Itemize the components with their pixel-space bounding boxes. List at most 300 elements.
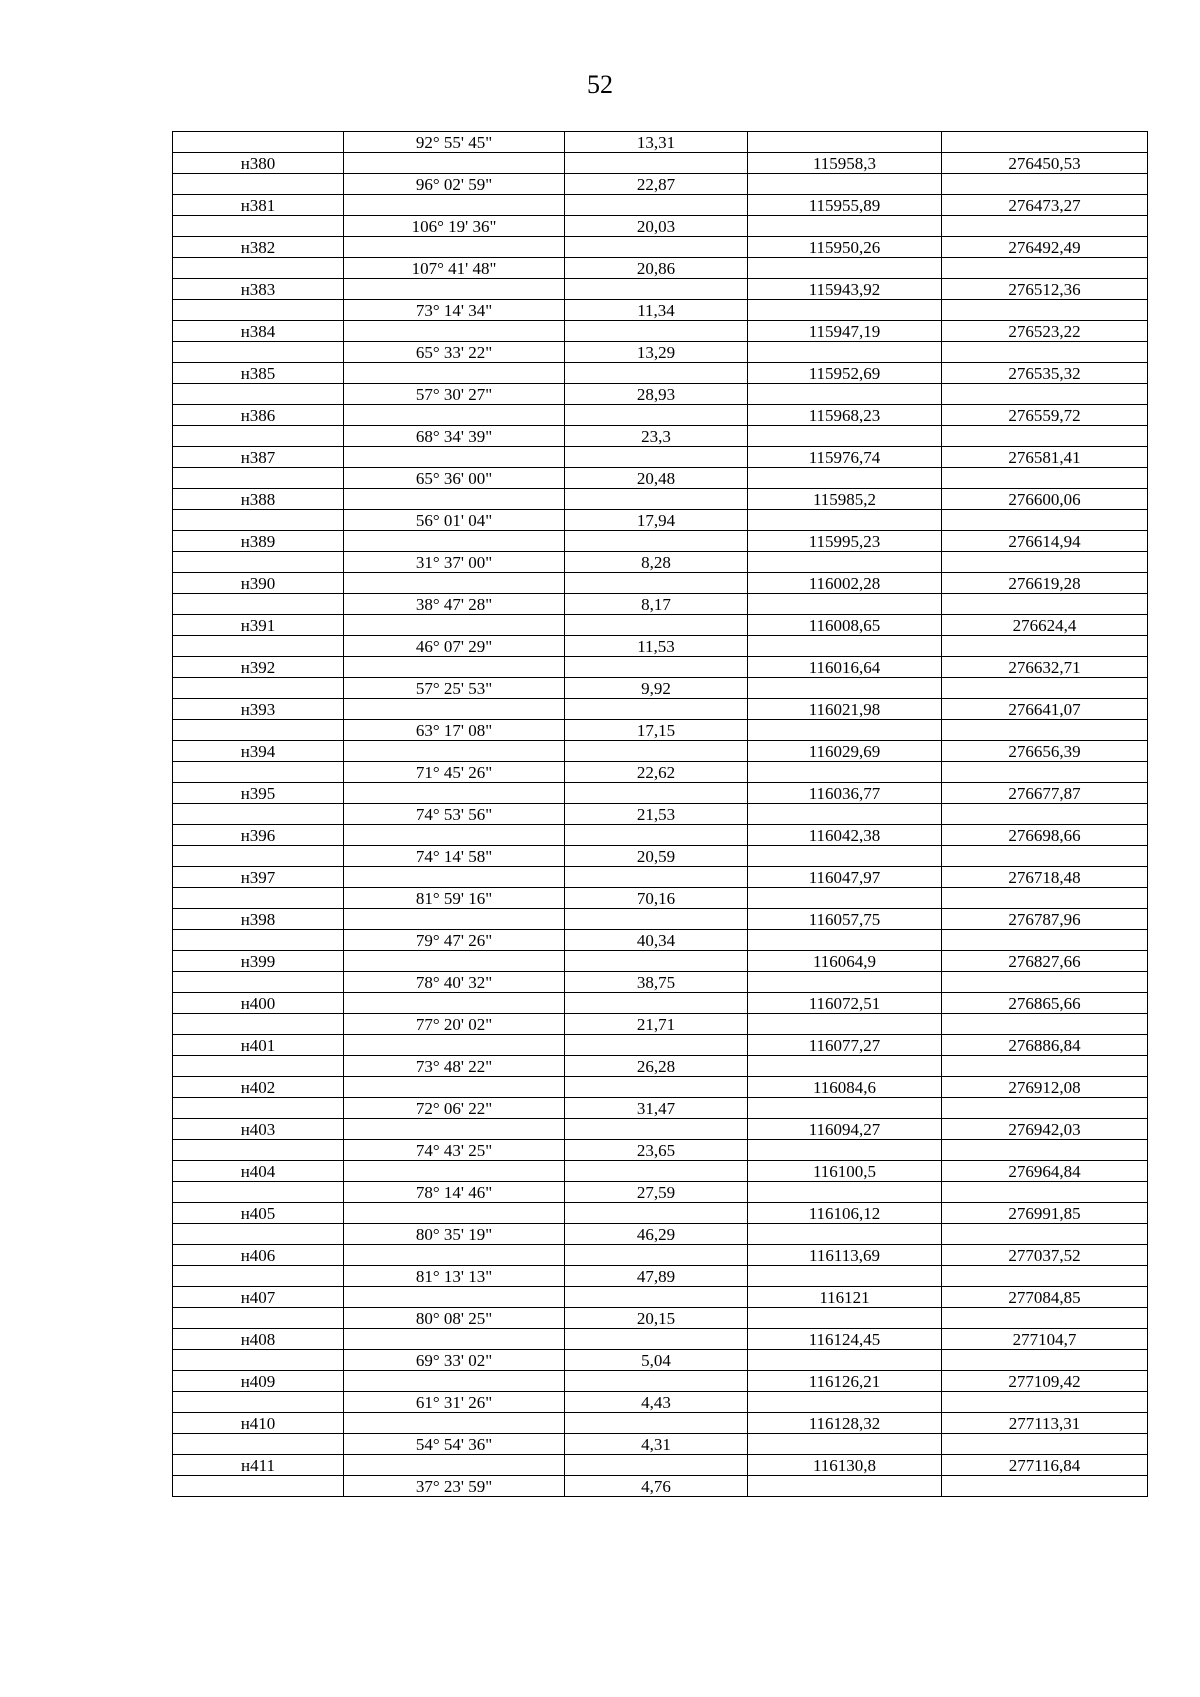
cell-distance: 11,53 (565, 636, 748, 657)
cell-distance (565, 951, 748, 972)
cell-direction-angle (344, 531, 565, 552)
cell-point-name: н385 (173, 363, 344, 384)
cell-y-coordinate: 276535,32 (942, 363, 1148, 384)
cell-x-coordinate (748, 468, 942, 489)
table-row (173, 1056, 1148, 1077)
cell-direction-angle: 37° 23' 59" (344, 1476, 565, 1497)
cell-direction-angle (344, 867, 565, 888)
table-row (173, 1287, 1148, 1308)
cell-point-name (173, 300, 344, 321)
cell-distance (565, 321, 748, 342)
table-row (173, 468, 1148, 489)
cell-x-coordinate: 116113,69 (748, 1245, 942, 1266)
cell-x-coordinate (748, 174, 942, 195)
table-row (173, 1014, 1148, 1035)
cell-x-coordinate (748, 720, 942, 741)
cell-point-name (173, 678, 344, 699)
cell-x-coordinate: 116057,75 (748, 909, 942, 930)
cell-distance: 8,17 (565, 594, 748, 615)
cell-point-name (173, 888, 344, 909)
cell-x-coordinate (748, 1434, 942, 1455)
table-row (173, 447, 1148, 468)
cell-y-coordinate (942, 720, 1148, 741)
cell-distance (565, 825, 748, 846)
cell-x-coordinate: 116021,98 (748, 699, 942, 720)
cell-x-coordinate: 115947,19 (748, 321, 942, 342)
cell-x-coordinate (748, 1308, 942, 1329)
cell-distance: 17,15 (565, 720, 748, 741)
cell-distance (565, 1371, 748, 1392)
cell-distance (565, 279, 748, 300)
cell-y-coordinate: 276624,4 (942, 615, 1148, 636)
cell-point-name (173, 1182, 344, 1203)
cell-distance (565, 783, 748, 804)
cell-x-coordinate (748, 132, 942, 153)
cell-x-coordinate (748, 930, 942, 951)
cell-direction-angle: 81° 13' 13" (344, 1266, 565, 1287)
cell-direction-angle: 96° 02' 59" (344, 174, 565, 195)
cell-y-coordinate: 276450,53 (942, 153, 1148, 174)
cell-y-coordinate (942, 1392, 1148, 1413)
cell-y-coordinate: 277104,7 (942, 1329, 1148, 1350)
table-row (173, 1308, 1148, 1329)
cell-distance (565, 615, 748, 636)
cell-distance (565, 573, 748, 594)
cell-direction-angle (344, 195, 565, 216)
cell-distance (565, 489, 748, 510)
cell-distance: 46,29 (565, 1224, 748, 1245)
cell-x-coordinate: 115950,26 (748, 237, 942, 258)
table-row (173, 405, 1148, 426)
cell-x-coordinate: 115958,3 (748, 153, 942, 174)
cell-y-coordinate (942, 804, 1148, 825)
cell-direction-angle (344, 1413, 565, 1434)
cell-point-name: н405 (173, 1203, 344, 1224)
cell-x-coordinate (748, 636, 942, 657)
cell-point-name (173, 1266, 344, 1287)
cell-y-coordinate: 276559,72 (942, 405, 1148, 426)
cell-direction-angle (344, 1287, 565, 1308)
cell-direction-angle: 106° 19' 36" (344, 216, 565, 237)
cell-x-coordinate (748, 1476, 942, 1497)
table-row (173, 762, 1148, 783)
cell-direction-angle (344, 1329, 565, 1350)
cell-direction-angle: 57° 25' 53" (344, 678, 565, 699)
cell-point-name: н381 (173, 195, 344, 216)
cell-direction-angle (344, 993, 565, 1014)
cell-y-coordinate (942, 1350, 1148, 1371)
cell-direction-angle (344, 1119, 565, 1140)
cell-distance: 17,94 (565, 510, 748, 531)
cell-x-coordinate: 116016,64 (748, 657, 942, 678)
table-row (173, 888, 1148, 909)
cell-y-coordinate (942, 1266, 1148, 1287)
cell-direction-angle (344, 1245, 565, 1266)
cell-y-coordinate: 276581,41 (942, 447, 1148, 468)
cell-point-name (173, 258, 344, 279)
cell-direction-angle (344, 321, 565, 342)
cell-y-coordinate (942, 1014, 1148, 1035)
cell-x-coordinate (748, 258, 942, 279)
cell-y-coordinate: 277109,42 (942, 1371, 1148, 1392)
cell-x-coordinate: 115995,23 (748, 531, 942, 552)
table-row (173, 993, 1148, 1014)
cell-x-coordinate: 116126,21 (748, 1371, 942, 1392)
cell-y-coordinate: 276912,08 (942, 1077, 1148, 1098)
coordinates-table (172, 131, 1148, 1497)
table-row (173, 783, 1148, 804)
cell-y-coordinate: 276677,87 (942, 783, 1148, 804)
cell-x-coordinate (748, 1182, 942, 1203)
cell-y-coordinate: 276473,27 (942, 195, 1148, 216)
cell-y-coordinate (942, 258, 1148, 279)
cell-x-coordinate (748, 426, 942, 447)
table-row (173, 363, 1148, 384)
cell-point-name (173, 426, 344, 447)
cell-point-name: н394 (173, 741, 344, 762)
cell-direction-angle (344, 1371, 565, 1392)
cell-x-coordinate (748, 342, 942, 363)
cell-distance (565, 531, 748, 552)
table-row (173, 1350, 1148, 1371)
cell-x-coordinate (748, 1266, 942, 1287)
cell-distance: 20,48 (565, 468, 748, 489)
cell-y-coordinate (942, 1476, 1148, 1497)
cell-y-coordinate (942, 216, 1148, 237)
cell-direction-angle (344, 363, 565, 384)
cell-direction-angle: 107° 41' 48" (344, 258, 565, 279)
cell-direction-angle: 74° 53' 56" (344, 804, 565, 825)
cell-distance: 22,62 (565, 762, 748, 783)
table-row (173, 1224, 1148, 1245)
cell-direction-angle (344, 1203, 565, 1224)
cell-distance: 8,28 (565, 552, 748, 573)
cell-point-name (173, 1476, 344, 1497)
cell-x-coordinate: 116124,45 (748, 1329, 942, 1350)
cell-distance (565, 993, 748, 1014)
cell-x-coordinate: 115952,69 (748, 363, 942, 384)
table-row (173, 258, 1148, 279)
cell-x-coordinate (748, 1224, 942, 1245)
cell-x-coordinate: 116077,27 (748, 1035, 942, 1056)
cell-distance: 31,47 (565, 1098, 748, 1119)
table-row (173, 1119, 1148, 1140)
cell-direction-angle: 78° 14' 46" (344, 1182, 565, 1203)
cell-point-name: н399 (173, 951, 344, 972)
cell-x-coordinate: 116106,12 (748, 1203, 942, 1224)
cell-point-name (173, 762, 344, 783)
cell-point-name (173, 384, 344, 405)
cell-y-coordinate: 276886,84 (942, 1035, 1148, 1056)
cell-y-coordinate: 276641,07 (942, 699, 1148, 720)
cell-y-coordinate: 276698,66 (942, 825, 1148, 846)
cell-x-coordinate (748, 384, 942, 405)
cell-point-name (173, 510, 344, 531)
table-row (173, 1203, 1148, 1224)
cell-y-coordinate (942, 930, 1148, 951)
table-row (173, 699, 1148, 720)
cell-x-coordinate: 115955,89 (748, 195, 942, 216)
cell-direction-angle (344, 153, 565, 174)
cell-distance: 22,87 (565, 174, 748, 195)
cell-point-name: н384 (173, 321, 344, 342)
cell-distance (565, 195, 748, 216)
cell-y-coordinate (942, 1182, 1148, 1203)
cell-x-coordinate (748, 216, 942, 237)
table-row (173, 1182, 1148, 1203)
cell-direction-angle: 79° 47' 26" (344, 930, 565, 951)
cell-distance (565, 1455, 748, 1476)
cell-distance (565, 1161, 748, 1182)
cell-distance: 28,93 (565, 384, 748, 405)
cell-y-coordinate: 276718,48 (942, 867, 1148, 888)
table-row (173, 720, 1148, 741)
table-row (173, 300, 1148, 321)
page-number: 52 (587, 70, 613, 99)
cell-y-coordinate: 276865,66 (942, 993, 1148, 1014)
cell-distance: 20,86 (565, 258, 748, 279)
cell-x-coordinate (748, 1350, 942, 1371)
cell-distance: 5,04 (565, 1350, 748, 1371)
cell-point-name: н380 (173, 153, 344, 174)
cell-y-coordinate (942, 846, 1148, 867)
table-row (173, 846, 1148, 867)
table-row (173, 1098, 1148, 1119)
cell-y-coordinate: 276942,03 (942, 1119, 1148, 1140)
cell-point-name: н382 (173, 237, 344, 258)
cell-direction-angle (344, 237, 565, 258)
cell-point-name (173, 1308, 344, 1329)
cell-distance (565, 1077, 748, 1098)
cell-direction-angle: 73° 14' 34" (344, 300, 565, 321)
cell-point-name (173, 1056, 344, 1077)
cell-y-coordinate: 276492,49 (942, 237, 1148, 258)
cell-direction-angle (344, 1035, 565, 1056)
cell-point-name (173, 342, 344, 363)
table-row (173, 1077, 1148, 1098)
cell-point-name: н403 (173, 1119, 344, 1140)
cell-distance (565, 909, 748, 930)
cell-y-coordinate (942, 552, 1148, 573)
cell-distance (565, 1245, 748, 1266)
cell-distance (565, 1413, 748, 1434)
cell-x-coordinate (748, 1056, 942, 1077)
cell-point-name (173, 720, 344, 741)
cell-x-coordinate: 116047,97 (748, 867, 942, 888)
cell-point-name (173, 1014, 344, 1035)
cell-y-coordinate: 277113,31 (942, 1413, 1148, 1434)
table-row (173, 804, 1148, 825)
table-row (173, 1371, 1148, 1392)
table-row (173, 573, 1148, 594)
cell-y-coordinate: 276964,84 (942, 1161, 1148, 1182)
cell-direction-angle (344, 447, 565, 468)
cell-y-coordinate: 276512,36 (942, 279, 1148, 300)
cell-x-coordinate: 116036,77 (748, 783, 942, 804)
cell-direction-angle (344, 1161, 565, 1182)
cell-x-coordinate (748, 1392, 942, 1413)
table-row (173, 153, 1148, 174)
table-row (173, 552, 1148, 573)
cell-point-name (173, 972, 344, 993)
cell-distance: 40,34 (565, 930, 748, 951)
table-row (173, 1434, 1148, 1455)
cell-distance: 9,92 (565, 678, 748, 699)
table-row (173, 909, 1148, 930)
cell-direction-angle (344, 825, 565, 846)
cell-point-name: н410 (173, 1413, 344, 1434)
cell-distance: 13,31 (565, 132, 748, 153)
cell-y-coordinate (942, 300, 1148, 321)
cell-direction-angle (344, 1077, 565, 1098)
cell-x-coordinate: 116121 (748, 1287, 942, 1308)
cell-direction-angle: 71° 45' 26" (344, 762, 565, 783)
cell-x-coordinate: 116100,5 (748, 1161, 942, 1182)
cell-direction-angle: 56° 01' 04" (344, 510, 565, 531)
cell-y-coordinate (942, 426, 1148, 447)
cell-direction-angle (344, 405, 565, 426)
cell-direction-angle (344, 741, 565, 762)
cell-y-coordinate: 277116,84 (942, 1455, 1148, 1476)
cell-distance: 4,31 (565, 1434, 748, 1455)
cell-point-name: н400 (173, 993, 344, 1014)
cell-point-name: н391 (173, 615, 344, 636)
table-row (173, 972, 1148, 993)
cell-direction-angle: 77° 20' 02" (344, 1014, 565, 1035)
table-row (173, 1476, 1148, 1497)
coordinates-table-body (173, 132, 1148, 1497)
cell-distance: 11,34 (565, 300, 748, 321)
cell-y-coordinate: 276827,66 (942, 951, 1148, 972)
cell-y-coordinate: 276614,94 (942, 531, 1148, 552)
cell-direction-angle (344, 699, 565, 720)
cell-distance: 20,03 (565, 216, 748, 237)
cell-direction-angle: 68° 34' 39" (344, 426, 565, 447)
table-row (173, 279, 1148, 300)
cell-point-name: н386 (173, 405, 344, 426)
table-row (173, 678, 1148, 699)
cell-point-name: н392 (173, 657, 344, 678)
cell-x-coordinate (748, 804, 942, 825)
table-row (173, 867, 1148, 888)
table-row (173, 1245, 1148, 1266)
cell-point-name: н406 (173, 1245, 344, 1266)
table-row (173, 1161, 1148, 1182)
cell-distance: 20,15 (565, 1308, 748, 1329)
cell-x-coordinate: 115976,74 (748, 447, 942, 468)
cell-distance (565, 363, 748, 384)
cell-x-coordinate (748, 888, 942, 909)
cell-distance (565, 153, 748, 174)
cell-distance (565, 237, 748, 258)
table-row (173, 636, 1148, 657)
cell-x-coordinate: 115943,92 (748, 279, 942, 300)
table-row (173, 1392, 1148, 1413)
cell-y-coordinate (942, 132, 1148, 153)
table-row (173, 195, 1148, 216)
cell-point-name: н411 (173, 1455, 344, 1476)
table-row (173, 657, 1148, 678)
cell-point-name: н407 (173, 1287, 344, 1308)
cell-y-coordinate: 277084,85 (942, 1287, 1148, 1308)
cell-direction-angle: 92° 55' 45" (344, 132, 565, 153)
table-row (173, 489, 1148, 510)
cell-y-coordinate (942, 384, 1148, 405)
cell-y-coordinate: 276600,06 (942, 489, 1148, 510)
cell-point-name (173, 468, 344, 489)
table-row (173, 384, 1148, 405)
cell-distance: 4,43 (565, 1392, 748, 1413)
cell-direction-angle: 61° 31' 26" (344, 1392, 565, 1413)
cell-point-name (173, 594, 344, 615)
cell-direction-angle: 74° 14' 58" (344, 846, 565, 867)
cell-distance: 21,71 (565, 1014, 748, 1035)
cell-x-coordinate (748, 594, 942, 615)
cell-point-name (173, 1224, 344, 1245)
cell-y-coordinate: 276991,85 (942, 1203, 1148, 1224)
table-row (173, 1329, 1148, 1350)
cell-point-name: н393 (173, 699, 344, 720)
cell-x-coordinate: 115985,2 (748, 489, 942, 510)
cell-distance: 4,76 (565, 1476, 748, 1497)
cell-distance: 47,89 (565, 1266, 748, 1287)
cell-direction-angle: 72° 06' 22" (344, 1098, 565, 1119)
cell-direction-angle: 65° 33' 22" (344, 342, 565, 363)
table-row (173, 321, 1148, 342)
table-row (173, 1266, 1148, 1287)
cell-y-coordinate (942, 636, 1148, 657)
cell-y-coordinate (942, 1098, 1148, 1119)
cell-point-name (173, 174, 344, 195)
cell-y-coordinate (942, 510, 1148, 531)
cell-point-name (173, 846, 344, 867)
cell-y-coordinate: 276656,39 (942, 741, 1148, 762)
cell-direction-angle (344, 1455, 565, 1476)
cell-distance (565, 867, 748, 888)
cell-point-name: н409 (173, 1371, 344, 1392)
cell-y-coordinate (942, 1434, 1148, 1455)
cell-point-name (173, 1392, 344, 1413)
cell-direction-angle: 78° 40' 32" (344, 972, 565, 993)
cell-x-coordinate: 116064,9 (748, 951, 942, 972)
cell-point-name: н396 (173, 825, 344, 846)
cell-point-name: н408 (173, 1329, 344, 1350)
cell-point-name (173, 636, 344, 657)
cell-direction-angle (344, 279, 565, 300)
cell-point-name: н404 (173, 1161, 344, 1182)
cell-point-name: н401 (173, 1035, 344, 1056)
cell-x-coordinate: 116128,32 (748, 1413, 942, 1434)
cell-distance (565, 1203, 748, 1224)
cell-y-coordinate (942, 342, 1148, 363)
cell-x-coordinate (748, 762, 942, 783)
cell-x-coordinate (748, 300, 942, 321)
cell-direction-angle: 57° 30' 27" (344, 384, 565, 405)
cell-direction-angle: 74° 43' 25" (344, 1140, 565, 1161)
cell-point-name (173, 930, 344, 951)
cell-x-coordinate: 116002,28 (748, 573, 942, 594)
cell-x-coordinate (748, 1140, 942, 1161)
cell-distance: 23,65 (565, 1140, 748, 1161)
cell-x-coordinate: 116094,27 (748, 1119, 942, 1140)
table-row (173, 951, 1148, 972)
cell-direction-angle: 80° 35' 19" (344, 1224, 565, 1245)
cell-x-coordinate (748, 552, 942, 573)
cell-direction-angle (344, 909, 565, 930)
table-row (173, 594, 1148, 615)
cell-point-name: н388 (173, 489, 344, 510)
cell-y-coordinate (942, 1140, 1148, 1161)
